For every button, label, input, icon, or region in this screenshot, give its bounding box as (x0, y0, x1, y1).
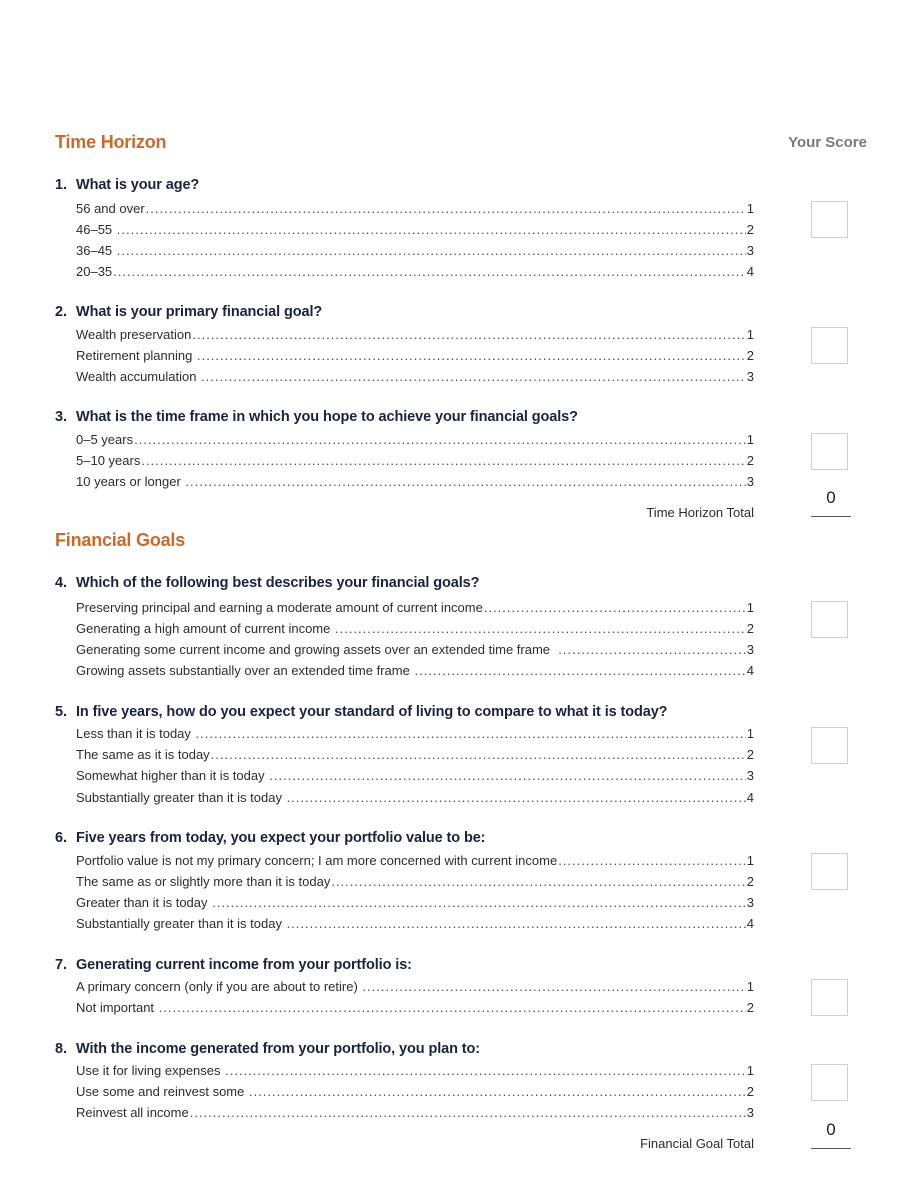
option-value: 2 (746, 1084, 754, 1099)
option-row (76, 1101, 754, 1121)
option-label: 5–10 years (76, 453, 141, 468)
option-value: 1 (746, 201, 754, 216)
total-underline (811, 516, 851, 517)
score-box-question-4[interactable] (811, 601, 848, 638)
question-number: 7. (55, 957, 67, 973)
option-value: 3 (746, 474, 754, 489)
option-row (76, 870, 754, 890)
option-row (76, 1080, 754, 1100)
option-row (76, 260, 754, 280)
option-label: A primary concern (only if you are about to retire) (76, 979, 362, 994)
question-number: 5. (55, 704, 67, 720)
option-label: 0–5 years (76, 432, 134, 447)
dot-leader (558, 642, 746, 658)
option-value: 3 (746, 243, 754, 258)
option-value: 2 (746, 348, 754, 363)
dot-leader (484, 600, 746, 616)
option-row (76, 912, 754, 932)
option-value: 2 (746, 222, 754, 237)
option-label: Generating some current income and growing assets over an extended time frame (76, 642, 558, 657)
score-box-question-2[interactable] (811, 327, 848, 364)
dot-leader (225, 1063, 746, 1079)
score-box-question-8[interactable] (811, 1064, 848, 1101)
total-underline (811, 1148, 851, 1149)
dot-leader (331, 874, 745, 890)
time-horizon-total-label: Time Horizon Total (646, 505, 754, 520)
question-text: Five years from today, you expect your portfolio value to be: (76, 830, 486, 846)
dot-leader (201, 369, 746, 385)
dot-leader (185, 474, 745, 490)
section-title-financial-goals: Financial Goals (55, 530, 186, 550)
question-7-title (55, 957, 412, 973)
dot-leader (362, 979, 745, 995)
option-value: 1 (746, 432, 754, 447)
option-label: Use it for living expenses (76, 1063, 225, 1078)
score-box-question-7[interactable] (811, 979, 848, 1016)
option-row (76, 764, 754, 784)
dot-leader (196, 726, 746, 742)
dot-leader (159, 1000, 746, 1016)
dot-leader (212, 895, 746, 911)
dot-leader (192, 327, 745, 343)
option-row (76, 344, 754, 364)
option-value: 1 (746, 979, 754, 994)
option-label: Greater than it is today (76, 895, 212, 910)
financial-goal-total-label: Financial Goal Total (640, 1136, 754, 1151)
option-label: Portfolio value is not my primary concern; I am more concerned with current income (76, 853, 558, 868)
dot-leader (146, 201, 746, 217)
option-value: 3 (746, 1105, 754, 1120)
option-value: 1 (746, 726, 754, 741)
question-number: 4. (55, 575, 67, 591)
question-number: 8. (55, 1041, 67, 1057)
option-row (76, 743, 754, 763)
financial-goal-total-value: 0 (826, 1120, 836, 1139)
dot-leader (141, 453, 745, 469)
option-label: 20–35 (76, 264, 113, 279)
time-horizon-total-value: 0 (826, 488, 836, 507)
dot-leader (117, 243, 746, 259)
dot-leader (211, 747, 746, 763)
option-value: 3 (746, 895, 754, 910)
option-row (76, 659, 754, 679)
dot-leader (249, 1084, 746, 1100)
option-row (76, 239, 754, 259)
dot-leader (269, 768, 746, 784)
option-label: 46–55 (76, 222, 116, 237)
option-row (76, 197, 754, 217)
dot-leader (134, 432, 746, 448)
option-value: 2 (746, 747, 754, 762)
option-value: 4 (746, 916, 754, 931)
option-label: Substantially greater than it is today (76, 790, 286, 805)
score-box-question-6[interactable] (811, 853, 848, 890)
question-text: What is your primary financial goal? (76, 304, 323, 320)
option-label: Reinvest all income (76, 1105, 189, 1120)
option-value: 3 (746, 768, 754, 783)
option-label: Wealth accumulation (76, 369, 201, 384)
option-label: Growing assets substantially over an extended time frame (76, 663, 414, 678)
question-5-title (55, 704, 667, 720)
option-row (76, 849, 754, 869)
option-row (76, 638, 754, 658)
question-text: What is the time frame in which you hope to achieve your financial goals? (76, 409, 578, 425)
question-6-title (55, 830, 485, 846)
question-3-title (55, 409, 578, 425)
option-row (76, 365, 754, 385)
option-row (76, 722, 754, 742)
option-row (76, 449, 754, 469)
option-row (76, 596, 754, 616)
score-box-question-3[interactable] (811, 433, 848, 470)
option-label: 56 and over (76, 201, 145, 216)
question-number: 2. (55, 304, 67, 320)
score-box-question-5[interactable] (811, 727, 848, 764)
your-score-header: Your Score (788, 134, 867, 151)
question-number: 6. (55, 830, 67, 846)
option-label: Use some and reinvest some (76, 1084, 248, 1099)
option-value: 4 (746, 790, 754, 805)
option-label: Less than it is today (76, 726, 195, 741)
question-1-title (55, 177, 199, 193)
option-value: 2 (746, 621, 754, 636)
dot-leader (414, 663, 745, 679)
option-row (76, 1059, 754, 1079)
question-4-title (55, 575, 479, 591)
option-label: Preserving principal and earning a moderate amount of current income (76, 600, 483, 615)
question-number: 3. (55, 409, 67, 425)
question-8-title (55, 1041, 480, 1057)
option-value: 1 (746, 600, 754, 615)
question-text: What is your age? (76, 177, 200, 193)
option-row (76, 218, 754, 238)
option-label: The same as or slightly more than it is today (76, 874, 331, 889)
option-label: Somewhat higher than it is today (76, 768, 269, 783)
question-number: 1. (55, 177, 67, 193)
dot-leader (558, 853, 746, 869)
option-value: 3 (746, 642, 754, 657)
score-box-question-1[interactable] (811, 201, 848, 238)
dot-leader (287, 790, 746, 806)
option-label: 10 years or longer (76, 474, 185, 489)
option-label: 36–45 (76, 243, 116, 258)
dot-leader (197, 348, 746, 364)
option-label: The same as it is today (76, 747, 210, 762)
option-value: 1 (746, 853, 754, 868)
option-value: 2 (746, 453, 754, 468)
option-row (76, 996, 754, 1016)
option-row (76, 891, 754, 911)
option-label: Wealth preservation (76, 327, 192, 342)
option-value: 4 (746, 264, 754, 279)
option-value: 1 (746, 1063, 754, 1078)
option-row (76, 470, 754, 490)
option-row (76, 975, 754, 995)
section-title-time-horizon: Time Horizon (55, 132, 167, 152)
option-label: Substantially greater than it is today (76, 916, 286, 931)
question-text: Which of the following best describes your financial goals? (76, 575, 480, 591)
dot-leader (190, 1105, 746, 1121)
option-value: 2 (746, 874, 754, 889)
option-value: 3 (746, 369, 754, 384)
option-label: Not important (76, 1000, 158, 1015)
option-label: Retirement planning (76, 348, 196, 363)
dot-leader (117, 222, 746, 238)
option-value: 4 (746, 663, 754, 678)
option-value: 1 (746, 327, 754, 342)
option-row (76, 617, 754, 637)
question-text: Generating current income from your portfolio is: (76, 957, 412, 973)
option-row (76, 323, 754, 343)
dot-leader (335, 621, 746, 637)
question-2-title (55, 304, 322, 320)
option-row (76, 786, 754, 806)
dot-leader (113, 264, 746, 280)
question-text: With the income generated from your portfolio, you plan to: (76, 1041, 481, 1057)
dot-leader (287, 916, 746, 932)
option-value: 2 (746, 1000, 754, 1015)
option-label: Generating a high amount of current income (76, 621, 334, 636)
option-row (76, 428, 754, 448)
question-text: In five years, how do you expect your standard of living to compare to what it is today? (76, 704, 668, 720)
